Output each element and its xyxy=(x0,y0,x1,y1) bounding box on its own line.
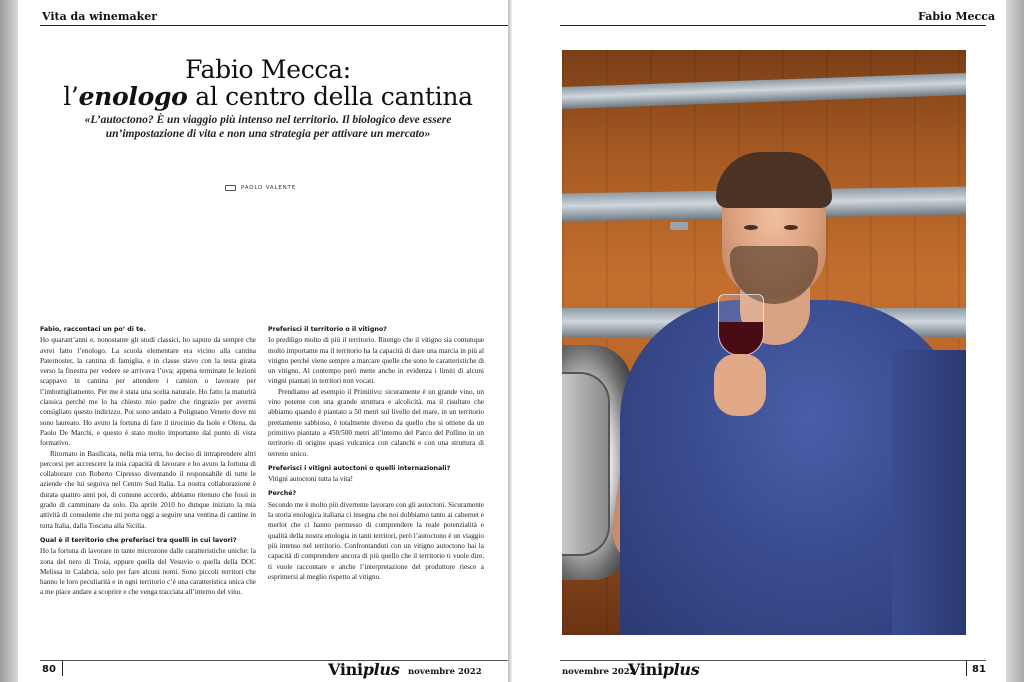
question-heading: Qual è il territorio che preferisci tra quelli in cui lavori? xyxy=(40,536,237,544)
text-column-2 xyxy=(268,325,484,582)
barrel-door-inner xyxy=(562,372,610,556)
logo-part: plus xyxy=(362,660,400,679)
article-title xyxy=(48,56,488,110)
answer-paragraph: Io prediligo molto di più il territorio. Ritengo che il vitigno sia comunque molto importante ma il territorio ha la capacità di dare una marcia in più al vitigno perché viene sempre a marcare quelle che sono le caratteristiche di un vitigno. Al contempo però mette anche in evidenza i limiti di alcuni vitigni piantati in territori non vocati. xyxy=(268,336,484,386)
author-name: PAOLO VALENTE xyxy=(241,185,296,191)
byline xyxy=(225,185,296,191)
answer-paragraph: Vitigni autoctoni tutta la vita! xyxy=(268,475,353,484)
answer-paragraph: Ho la fortuna di lavorare in tante microzone dalle caratteristiche uniche: la zona del nero di Troia, oppure quella del Vesuvio o quella della DOC Melissa in Calabria, solo per fare alcuni nomi. Sono piccoli territori che hanno le loro peculiarità e in ogni territorio c’è una caratteristica unica che a me piace andare a scoprire e che venga tracciata all’interno del vino. xyxy=(40,547,256,597)
title-prefix: l’ xyxy=(63,82,79,111)
magazine-logo-right xyxy=(628,660,699,679)
text-column-1 xyxy=(40,325,256,598)
person-eye xyxy=(784,225,798,230)
title-emphasis: enologo xyxy=(78,82,188,111)
barrel-tap xyxy=(670,222,688,230)
answer-paragraph: Ho quarant’anni e, nonostante gli studi classici, ho saputo da sempre che avrei fatto l’enologo. La scuola elementare era vicino alla cantina Paternoster, la cantina di famiglia, e in classe stavo con la testa girata verso la finestra per vedere se arrivava l’uva; appena terminate le lezioni scappavo in cantina per attendere i camion o lavorare per l’imbottigliamento. Per me è stata una scelta naturale. Ho fatto la maturità classica perché me lo ha chiesto mio padre che ringrazio per avermi consigliato questo indirizzo. Poi sono andato a Polignano Veneto dove mi sono laureato. Ho avuto la fortuna di fare il tirocinio da Isole e Olena, da Paolo De Marchi, e questo è stato molto importante dal punto di vista formativo. xyxy=(40,336,256,448)
person-hand xyxy=(714,354,766,416)
question-heading: Preferisci il territorio o il vitigno? xyxy=(268,326,387,333)
answer-paragraph: Secondo me è molto più divertente lavorare con gli autoctoni. Sicuramente la storia enologica italiana ci insegna che noi dobbiamo tanto ai cabernet e merlot che ci hanno permesso di comprendere la reale potenzialità e qualità della nostra enologia in tanti territori, però l’autoctono è un viaggio più intenso nel territorio. Confrontandoti con un vitigno autoctono hai la capacità di comprendere ancora di più quello che il territorio ti vuole dire, ti vuole raccontare e anche l’interpretazione del produttore riesce a esprimersi al meglio rispetto al vitigno. xyxy=(268,500,484,581)
logo-part: plus xyxy=(662,660,700,679)
pen-icon xyxy=(225,185,236,191)
running-head-left: Vita da winemaker xyxy=(42,10,158,23)
answer-paragraph: Ritornato in Basilicata, nella mia terra, ho deciso di intraprendere altri percorsi per accrescere la mia capacità di lavorare e ho avuto la fortuna di collaborare con Roberto Cipresso diventando il responsabile di tutte le aziende che lui seguiva nel Centro Sud Italia. La nostra collaborazione è durata quattro anni poi, di comune accordo, abbiamo ritenuto che fossi in grado di camminare da solo. Da aprile 2010 ho dunque iniziato la mia attività di consulente che mi porta oggi a seguire una ventina di cantine in tutta Italia, dalla Toscana alla Sicilia. xyxy=(40,449,256,530)
answer-paragraph: Prendiamo ad esempio il Primitivo: sicuramente è un grande vino, un vino potente con una grande struttura e alcolicità, ma il risultato che abbiamo quando è piantato a 50 metri sul livello del mare, in un territorio prettamente sabbioso, è totalmente diverso da quello che si ottiene da un primitivo piantato a 450/500 metri all’interno del Parco del Pollino in un territorio di origine quasi vulcanica con calanchi e con una struttura di terreno unico. xyxy=(268,387,484,458)
page-edge-left xyxy=(0,0,18,682)
running-head-right: Fabio Mecca xyxy=(918,10,996,23)
header-rule-right xyxy=(560,25,986,26)
magazine-logo-left xyxy=(328,660,399,679)
logo-part: Vini xyxy=(628,660,663,679)
footer-rule-right xyxy=(560,660,986,661)
wine-glass xyxy=(718,294,764,356)
title-suffix: al centro della cantina xyxy=(187,82,473,111)
portrait-photo xyxy=(562,50,966,635)
person-right-arm xyxy=(892,350,966,635)
folio-divider xyxy=(62,661,63,676)
page-edge-right xyxy=(1006,0,1024,682)
question-heading: Perché? xyxy=(268,490,297,498)
question-heading: Preferisci i vitigni autoctoni o quelli internazionali? xyxy=(268,464,451,472)
logo-part: Vini xyxy=(328,660,363,679)
article-subtitle: «L’autoctono? È un viaggio più intenso nel territorio. Il biologico deve essere un’impostazione di vita e non una strategia per attivare un mercato» xyxy=(84,114,452,140)
footer-rule-left xyxy=(40,660,508,661)
question-heading: Fabio, raccontaci un po’ di te. xyxy=(40,326,146,333)
issue-date-left: novembre 2022 xyxy=(408,667,482,677)
page-number-right: 81 xyxy=(972,664,986,675)
page-number-left: 80 xyxy=(42,664,56,675)
header-rule-left xyxy=(40,25,508,26)
folio-divider xyxy=(966,661,967,676)
title-line-2 xyxy=(48,83,488,110)
issue-date-right: novembre 2022 xyxy=(562,667,636,677)
person-eye xyxy=(744,225,758,230)
title-line-1: Fabio Mecca: xyxy=(185,55,351,84)
